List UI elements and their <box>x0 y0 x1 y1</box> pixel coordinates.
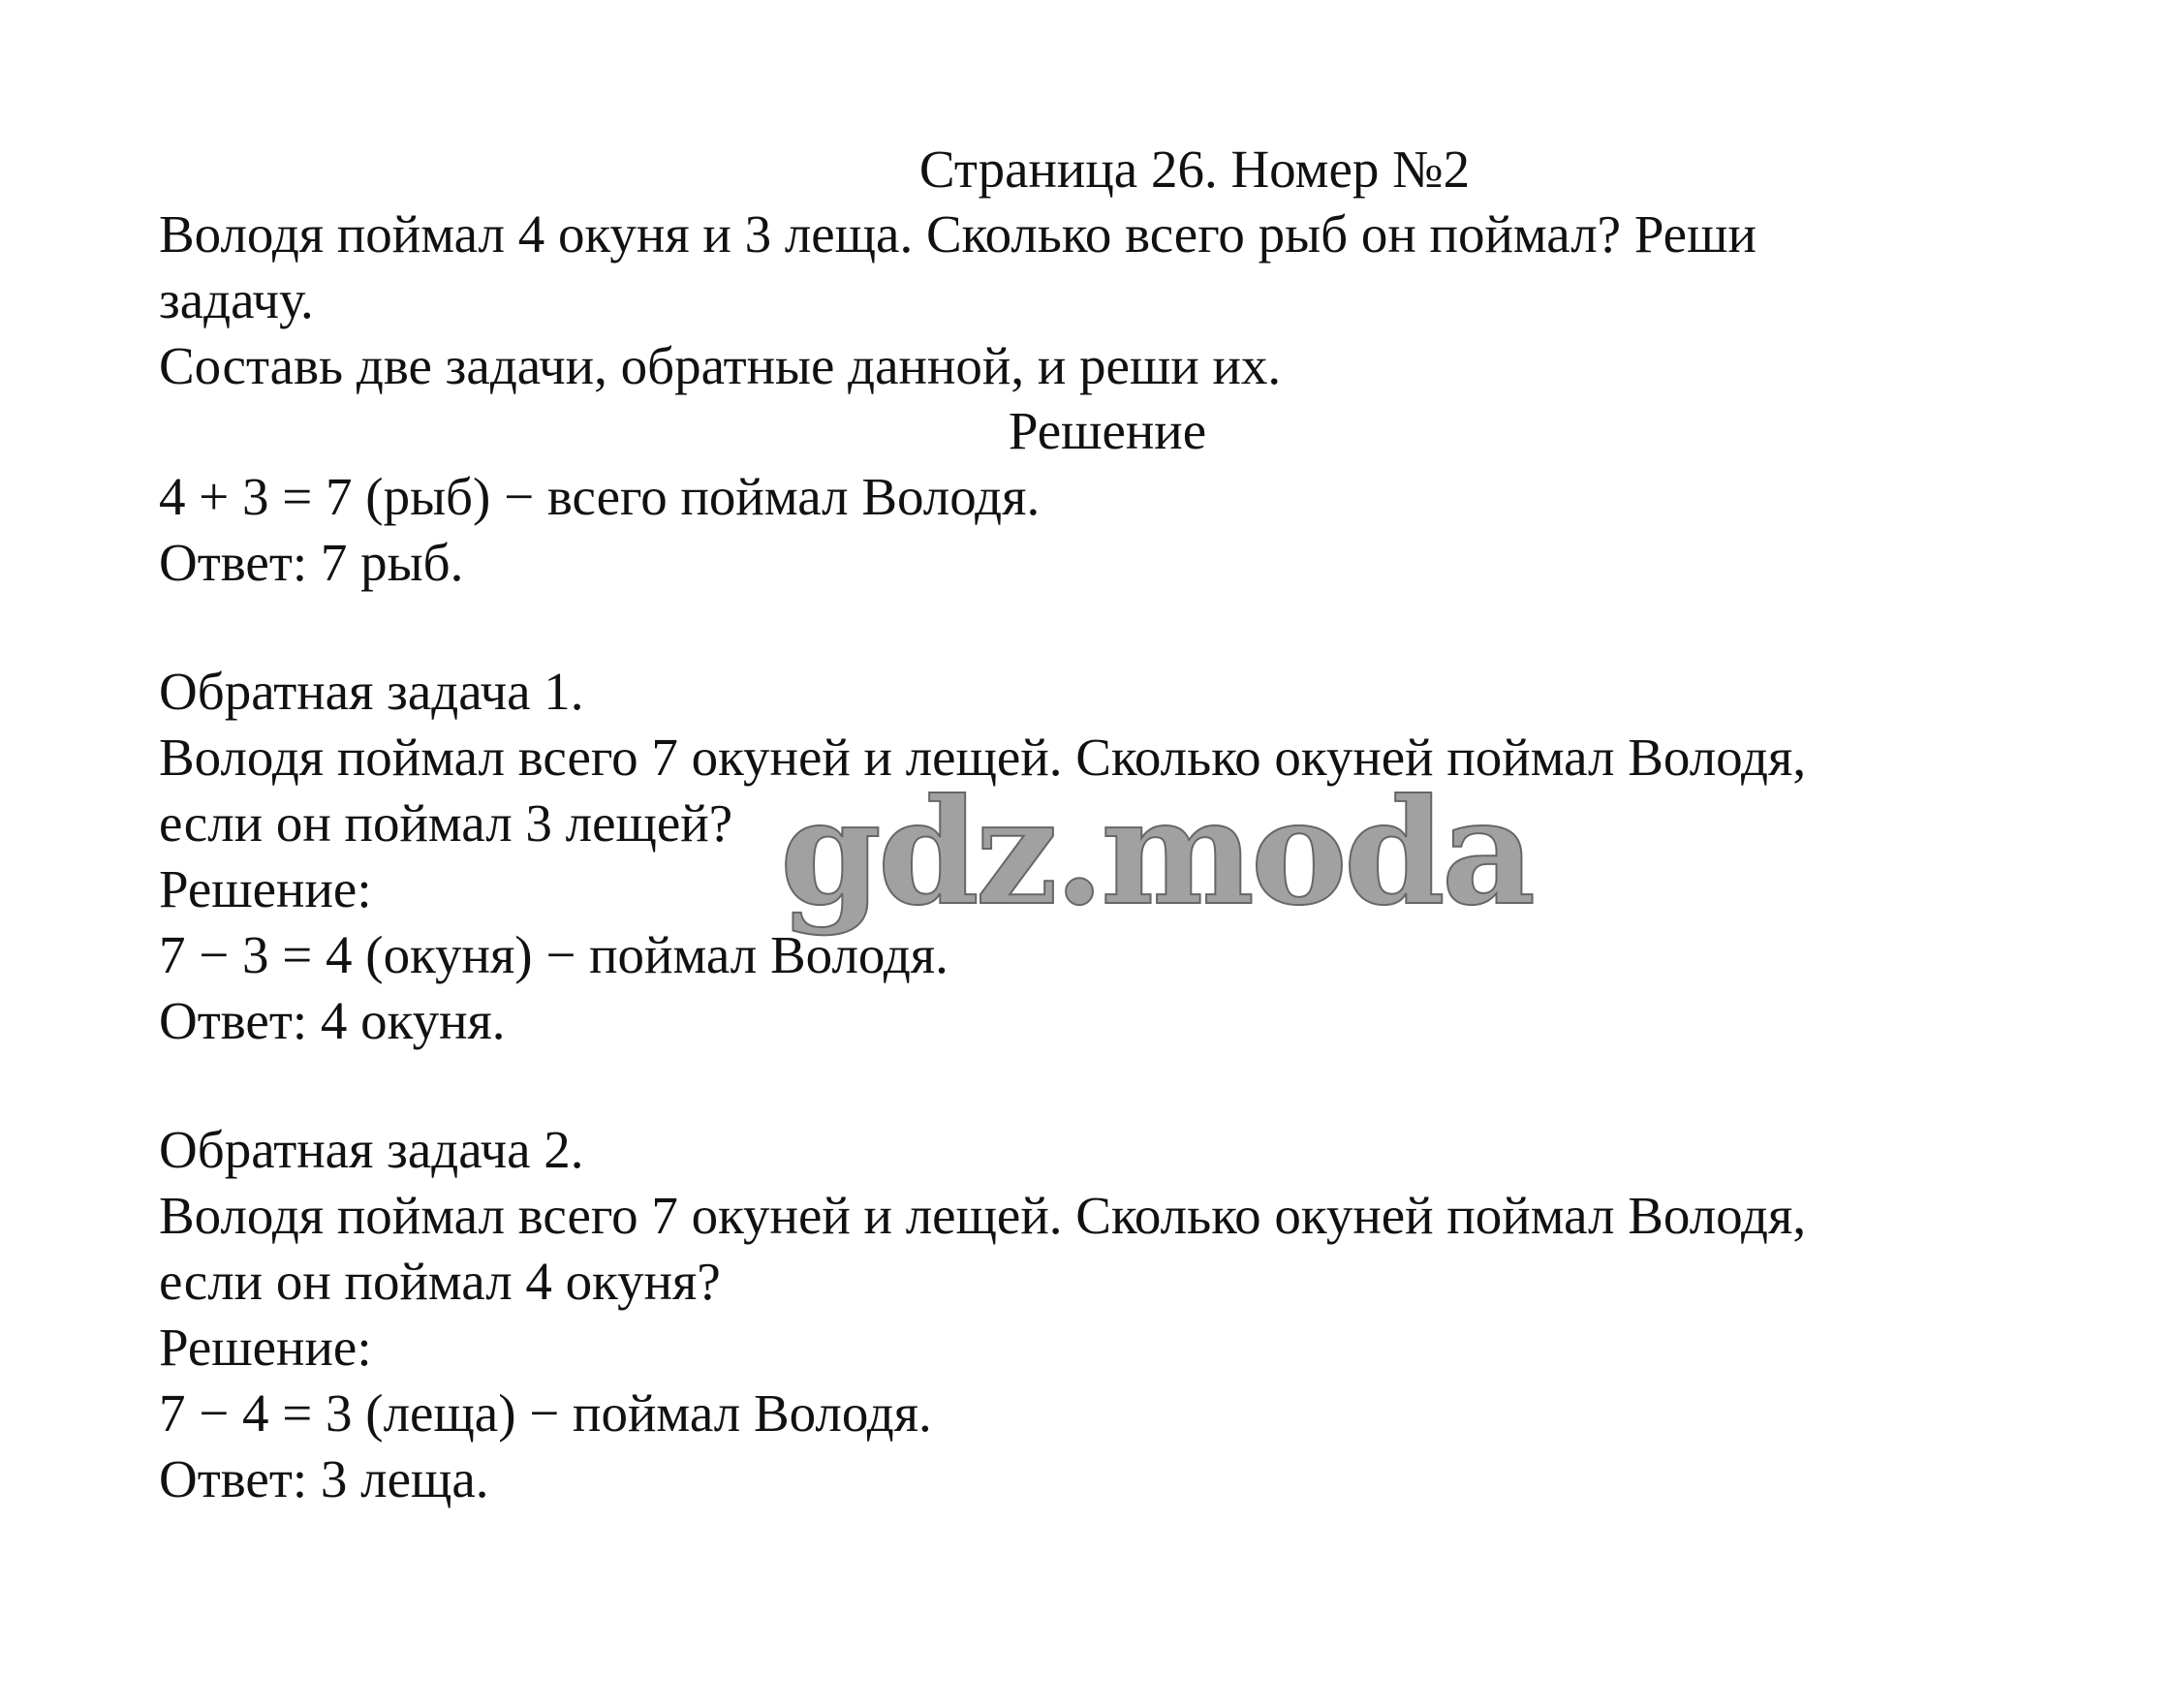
inverse-task-2-solution-label: Решение: <box>159 1318 372 1377</box>
inverse-task-1-equation: 7 − 3 = 4 (окуня) − поймал Володя. <box>159 925 948 984</box>
solution-heading: Решение <box>1008 401 1207 460</box>
watermark-logo: gdz.moda <box>780 767 1533 938</box>
inverse-task-2-line-1: Володя поймал всего 7 окуней и лещей. Сколько окуней поймал Володя, <box>159 1186 1807 1245</box>
problem-line-1: Володя поймал 4 окуня и 3 леща. Сколько всего рыб он поймал? Реши <box>159 204 1756 264</box>
problem-line-2: задачу. <box>159 270 314 329</box>
inverse-task-1-line-2: если он поймал 3 лещей? <box>159 793 733 853</box>
page-title: Страница 26. Номер №2 <box>918 140 1471 199</box>
inverse-task-1-heading: Обратная задача 1. <box>159 662 584 721</box>
inverse-task-1-line-1: Володя поймал всего 7 окуней и лещей. Сколько окуней поймал Володя, <box>159 728 1807 787</box>
inverse-task-2-answer: Ответ: 3 леща. <box>159 1449 489 1508</box>
solution-equation: 4 + 3 = 7 (рыб) − всего поймал Володя. <box>159 467 1041 526</box>
inverse-task-1-answer: Ответ: 4 окуня. <box>159 991 506 1050</box>
inverse-task-1-solution-label: Решение: <box>159 859 372 918</box>
solution-answer: Ответ: 7 рыб. <box>159 533 464 592</box>
problem-line-3: Составь две задачи, обратные данной, и реши их. <box>159 336 1282 395</box>
inverse-task-2-line-2: если он поймал 4 окуня? <box>159 1252 721 1311</box>
inverse-task-2-heading: Обратная задача 2. <box>159 1120 584 1179</box>
inverse-task-2-equation: 7 − 4 = 3 (леща) − поймал Володя. <box>159 1383 932 1443</box>
